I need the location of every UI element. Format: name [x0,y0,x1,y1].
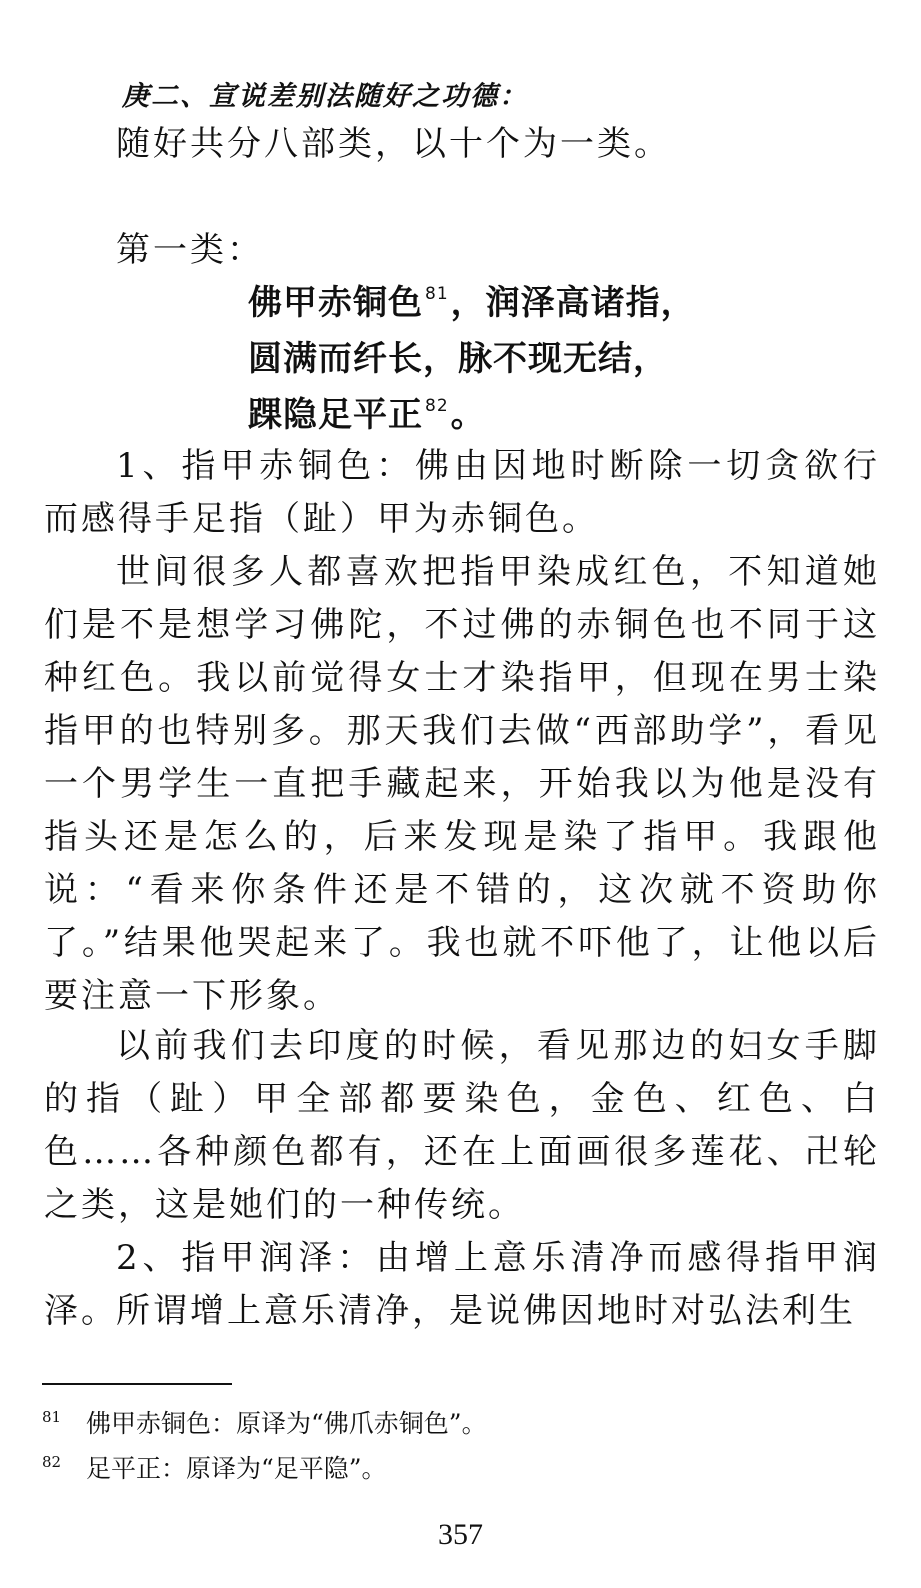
verse-line-3-text: 踝隐足平正 [248,395,423,435]
footnote-number: 82 [42,1453,62,1471]
verse-block [248,275,696,443]
verse-line-3 [248,387,696,443]
footnote-ref-82[interactable]: 82 [425,396,449,416]
footnote-text: 佛甲赤铜色：原译为“佛爪赤铜色”。 [86,1409,487,1438]
paragraph-4: 2、指甲润泽：由增上意乐清净而感得指甲润泽。 [44,1238,880,1331]
category-label: 第一类： [116,230,264,270]
footnote-divider [42,1383,232,1385]
verse-line-1-rest: ，润泽高诸指， [450,283,696,323]
footnote-81 [42,1402,487,1439]
verse-line-3-rest: 。 [450,395,486,435]
verse-line-1-text: 佛甲赤铜色 [248,283,423,323]
paragraph-3: 以前我们去印度的时候，看见那边的妇女手脚的指（趾）甲全部都要染色，金色、红色、白色……各种颜色都有，还在上面画很多莲花、卍轮之类，这是她们的一种传统。 [44,1026,880,1225]
footnote-ref-81[interactable]: 81 [425,284,449,304]
footnote-text: 足平正：原译为“足平隐”。 [86,1454,387,1483]
verse-line-2: 圆满而纤长，脉不现无结， [248,339,668,379]
intro-paragraph: 随好共分八部类，以十个为一类。 [116,124,671,164]
footnote-82 [42,1447,387,1484]
section-heading: 庚二、宣说差别法随好之功德： [122,81,528,112]
page-number: 357 [438,1518,483,1551]
paragraph-1: 1、指甲赤铜色：佛由因地时断除一切贪欲行而感得手足指（趾）甲为赤铜色。 [44,446,880,539]
paragraph-5: 所谓增上意乐清净，是说佛因地时对弘法利生 [116,1291,856,1331]
verse-line-1 [248,275,696,331]
paragraph-2: 世间很多人都喜欢把指甲染成红色，不知道她们是不是想学习佛陀，不过佛的赤铜色也不同于这种红色。我以前觉得女士才染指甲，但现在男士染指甲的也特别多。那天我们去做“西部助学”，看见一个男学生一直把手藏起来，开始我以为他是没有指头还是怎么的，后来发现是染了指甲。我跟他说：“看来你条件还是不错的，这次就不资助你了。”结果他哭起来了。我也就不吓他了，让他以后要注意一下形象。 [44,552,880,1016]
footnote-number: 81 [42,1408,62,1426]
